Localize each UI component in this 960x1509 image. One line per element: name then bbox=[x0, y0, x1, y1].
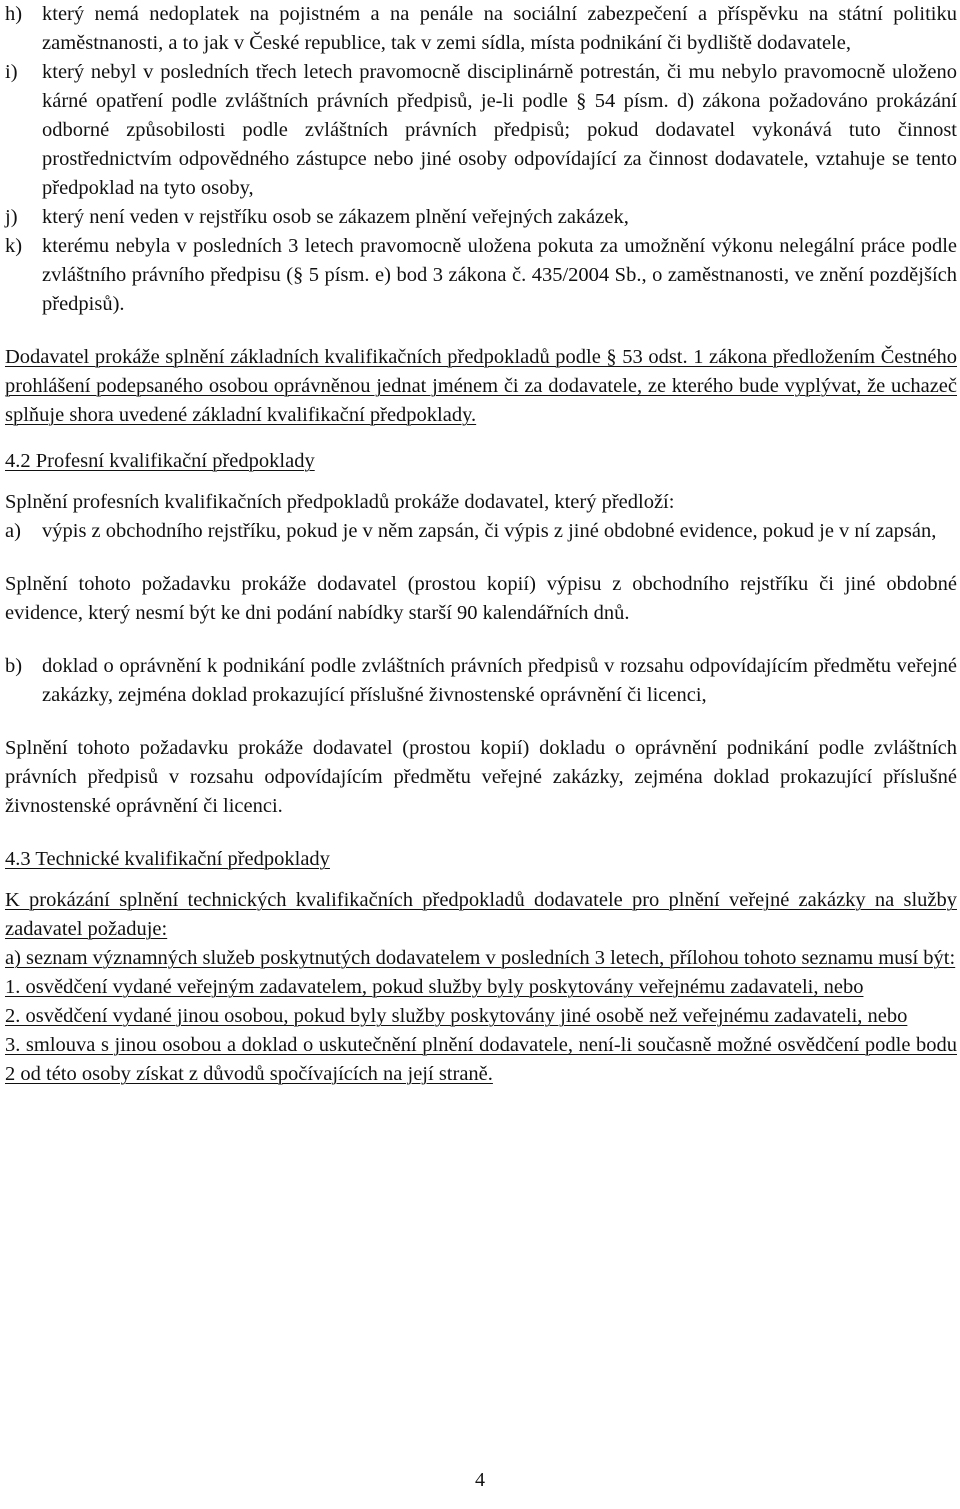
list-label: k) bbox=[5, 235, 23, 257]
basic-qualification-proof: Dodavatel prokáže splnění základních kvalifikačních předpokladů podle § 53 odst. 1 zákona předložením Čestného prohlášení podepsaného osobou oprávněnou jednat jménem či za dodavatele, ze kterého bude vyplývat, že uchazeč splňuje shora uvedené základní kvalifikační předpoklady. bbox=[5, 346, 957, 426]
list-label: b) bbox=[5, 655, 23, 677]
section-4-3-title: 4.3 Technické kvalifikační předpoklady bbox=[5, 848, 330, 870]
list-text: který nemá nedoplatek na pojistném a na penále na sociální zabezpečení a příspěvku na státní politiku zaměstnanosti, a to jak v České republice, tak v zemi sídla, místa podnikání či bydliště dodavatele, bbox=[42, 3, 957, 54]
list-item-i bbox=[5, 58, 957, 203]
spacer bbox=[5, 319, 957, 343]
list-text: který nebyl v posledních třech letech pravomocně disciplinárně potrestán, či mu nebylo pravomocně uloženo kárné opatření podle zvláštních právních předpisů, je-li podle § 54 písm. d) zákona požadováno prokázání odborné způsobilosti podle zvláštních právních předpisů; pokud dodavatel vykonává tuto činnost prostřednictvím odpovědného zástupce nebo jiné osoby odpovídající za činnost dodavatele, vztahuje se tento předpoklad na tyto osoby, bbox=[42, 61, 957, 199]
list-item-h bbox=[5, 0, 957, 58]
list-item-k bbox=[5, 232, 957, 319]
section-4-2-a-note: Splnění tohoto požadavku prokáže dodavatel (prostou kopií) výpisu z obchodního rejstříku či jiné obdobné evidence, který nesmí být ke dni podání nabídky starší 90 kalendářních dnů. bbox=[5, 573, 957, 624]
document-page bbox=[5, 0, 957, 1089]
spacer bbox=[5, 710, 957, 734]
list-text: kterému nebyla v posledních 3 letech pravomocně uložena pokuta za umožnění výkonu nelegální práce podle zvláštního právního předpisu (§ 5 písm. e) bod 3 zákona č. 435/2004 Sb., o zaměstnanosti, ve znění pozdějších předpisů). bbox=[42, 235, 957, 315]
spacer bbox=[5, 628, 957, 652]
section-4-3-intro: K prokázání splnění technických kvalifikačních předpokladů dodavatele pro plnění veřejné zakázky na služby zadavatel požaduje: bbox=[5, 889, 957, 940]
section-4-3-item-2: 2. osvědčení vydané jinou osobou, pokud byly služby poskytovány jiné osobě než veřejnému zadavateli, nebo bbox=[5, 1005, 908, 1027]
list-item-b bbox=[5, 652, 957, 710]
list-text: doklad o oprávnění k podnikání podle zvláštních právních předpisů v rozsahu odpovídajícím předmětu veřejné zakázky, zejména doklad prokazující příslušné živnostenské oprávnění či licenci, bbox=[42, 655, 957, 706]
section-4-3-item-3: 3. smlouva s jinou osobou a doklad o uskutečnění plnění dodavatele, není-li současně možné osvědčení podle bodu 2 od této osoby získat z důvodů spočívajících na její straně. bbox=[5, 1034, 957, 1085]
section-4-2-intro: Splnění profesních kvalifikačních předpokladů prokáže dodavatel, který předloží: bbox=[5, 491, 675, 513]
list-label: i) bbox=[5, 61, 18, 83]
list-text: výpis z obchodního rejstříku, pokud je v něm zapsán, či výpis z jiné obdobné evidence, pokud je v ní zapsán, bbox=[42, 520, 937, 542]
section-4-2-title: 4.2 Profesní kvalifikační předpoklady bbox=[5, 450, 315, 472]
list-text: který není veden v rejstříku osob se zákazem plnění veřejných zakázek, bbox=[42, 206, 629, 228]
section-4-3-item-a: a) seznam významných služeb poskytnutých dodavatelem v posledních 3 letech, přílohou tohoto seznamu musí být: bbox=[5, 947, 956, 969]
spacer bbox=[5, 821, 957, 845]
spacer bbox=[5, 874, 957, 886]
spacer bbox=[5, 546, 957, 570]
list-item-a bbox=[5, 517, 957, 546]
list-label: h) bbox=[5, 3, 23, 25]
section-4-2-b-note: Splnění tohoto požadavku prokáže dodavatel (prostou kopií) dokladu o oprávnění podnikání podle zvláštních právních předpisů v rozsahu odpovídajícím předmětu veřejné zakázky, zejména doklad prokazující příslušné živnostenské oprávnění či licenci. bbox=[5, 737, 957, 817]
list-label: a) bbox=[5, 520, 21, 542]
page-number: 4 bbox=[475, 1469, 485, 1491]
spacer bbox=[5, 476, 957, 488]
list-item-j bbox=[5, 203, 957, 232]
spacer bbox=[5, 430, 957, 447]
section-4-3-item-1: 1. osvědčení vydané veřejným zadavatelem, pokud služby byly poskytovány veřejnému zadavateli, nebo bbox=[5, 976, 864, 998]
list-label: j) bbox=[5, 206, 18, 228]
